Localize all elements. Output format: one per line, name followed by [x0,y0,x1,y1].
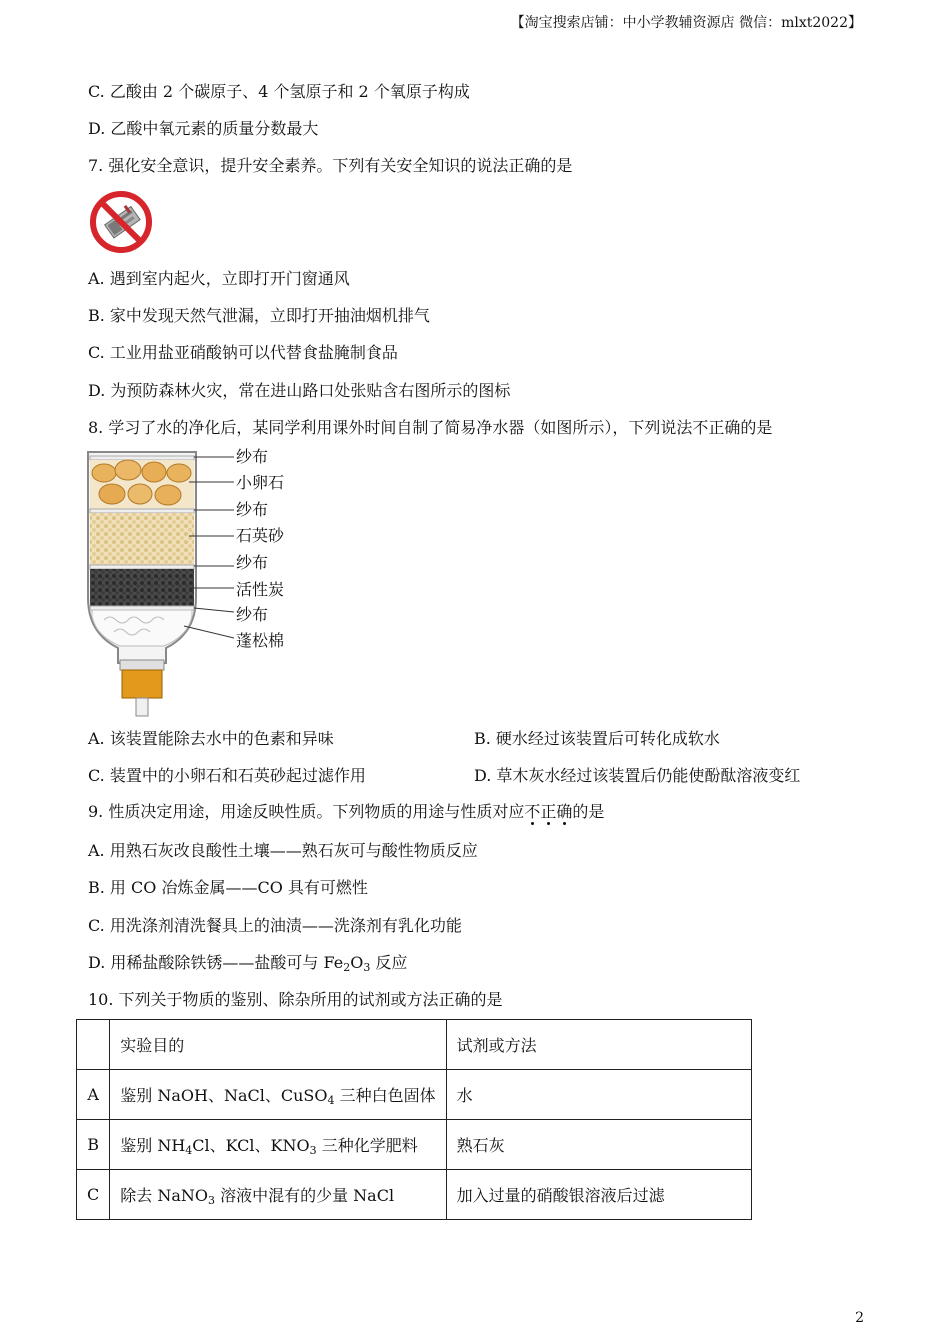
q9-option-d: D. 用稀盐酸除铁锈——盐酸可与 $Fe_2O_3$ 反应 [88,953,408,974]
column-header-purpose: 实验目的 [110,1020,446,1070]
q9-stem-text: 9. 性质决定用途，用途反映性质。下列物质的用途与性质对应 [88,802,525,821]
q9-option-b: B. 用 CO 冶炼金属——CO 具有可燃性 [88,878,368,897]
filter-label-pebbles: 小卵石 [236,473,285,492]
q6-option-d: D. 乙酸中氧元素的质量分数最大 [88,119,319,138]
table-row: A 鉴别 NaOH、NaCl、CuSO$_4$ 三种白色固体 水 [77,1070,752,1120]
q7-option-a: A. 遇到室内起火，立即打开门窗通风 [88,269,350,288]
q10-stem: 10. 下列关于物质的鉴别、除杂所用的试剂或方法正确的是 [88,990,503,1009]
q8-option-d: D. 草木灰水经过该装置后仍能使酚酞溶液变红 [474,766,801,785]
filter-label-gauze: 纱布 [236,447,269,466]
filter-label-activated-carbon: 活性炭 [236,580,285,599]
q8-stem: 8. 学习了水的净化后，某同学利用课外时间自制了简易净水器（如图所示），下列说法不正确的是 [88,418,773,437]
q7-option-b: B. 家中发现天然气泄漏，立即打开抽油烟机排气 [88,306,430,325]
q9-option-c: C. 用洗涤剂清洗餐具上的油渍——洗涤剂有乳化功能 [88,916,462,935]
page-header: 【淘宝搜索店铺：中小学教辅资源店 微信：mlxt2022】 [510,15,862,31]
q7-stem: 7. 强化安全意识，提升安全素养。下列有关安全知识的说法正确的是 [88,156,573,175]
no-fireworks-sign-icon [88,189,154,255]
q9-emphasis: 不正确 [524,802,572,821]
q9-stem-end: 的是 [572,802,605,821]
filter-label-cotton: 蓬松棉 [236,631,285,650]
q7-option-c: C. 工业用盐亚硝酸钠可以代替食盐腌制食品 [88,343,398,362]
q8-option-c: C. 装置中的小卵石和石英砂起过滤作用 [88,766,366,785]
filter-label-gauze: 纱布 [236,605,269,624]
filter-label-gauze: 纱布 [236,500,269,519]
table-header-row [77,1020,752,1070]
q9-option-a: A. 用熟石灰改良酸性土壤——熟石灰可与酸性物质反应 [88,841,478,860]
water-filter-diagram [84,448,234,718]
column-header-method: 试剂或方法 [446,1020,751,1070]
filter-label-gauze: 纱布 [236,553,269,572]
table-row: C 除去 NaNO$_3$ 溶液中混有的少量 NaCl 加入过量的硝酸银溶液后过滤 [77,1170,752,1220]
q7-option-d: D. 为预防森林火灾，常在进山路口处张贴含右图所示的图标 [88,381,511,400]
table-row: B 鉴别 $NH_4Cl$、KCl、$KNO_3$ 三种化学肥料 熟石灰 [77,1120,752,1170]
filter-label-quartz-sand: 石英砂 [236,526,285,545]
page-number: 2 [855,1310,864,1326]
q8-option-a: A. 该装置能除去水中的色素和异味 [88,729,334,748]
q10-table [76,1019,752,1220]
q9-stem [88,804,604,820]
q8-option-b: B. 硬水经过该装置后可转化成软水 [474,729,720,748]
q6-option-c: C. 乙酸由 2 个碳原子、4 个氢原子和 2 个氧原子构成 [88,82,470,101]
